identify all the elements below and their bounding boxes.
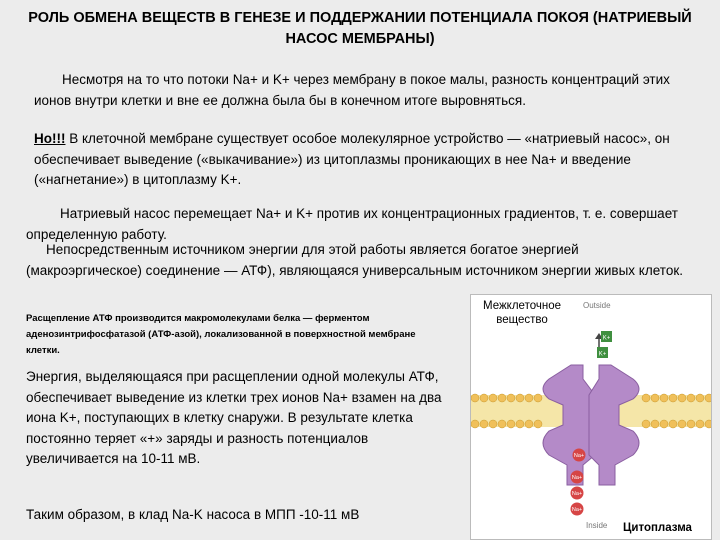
pump-illustration — [471, 295, 711, 539]
lipid-head — [480, 420, 488, 428]
lipid-head — [651, 420, 659, 428]
lipid-head — [498, 420, 506, 428]
svg-text:Na+: Na+ — [571, 491, 583, 497]
lipid-head — [687, 420, 695, 428]
paragraph-energy-source — [26, 240, 686, 281]
svg-text:K+: K+ — [602, 335, 611, 342]
lipid-head — [525, 420, 533, 428]
lipid-head — [669, 394, 677, 402]
na-ion-1 — [573, 449, 586, 462]
paragraph-pump — [34, 129, 694, 191]
svg-text:K+: K+ — [598, 351, 607, 358]
slide-title: РОЛЬ ОБМЕНА ВЕЩЕСТВ В ГЕНЕЗЕ И ПОДДЕРЖАНИИ ПОТЕНЦИАЛА ПОКОЯ (НАТРИЕВЫЙ НАСОС МЕМБРАНЫ) — [28, 10, 692, 47]
lipid-head — [471, 394, 479, 402]
atpase-note: Расщепление АТФ производится макромолекулами белка — ферментом аденозинтрифосфатазой (АТФ-азой), локализованной в поверхностной мембране клетки. — [26, 313, 416, 356]
na-ion-2 — [571, 471, 584, 484]
lipid-head — [507, 420, 515, 428]
lipid-head — [660, 420, 668, 428]
lipid-head — [480, 394, 488, 402]
svg-text:Na+: Na+ — [571, 475, 583, 481]
paragraph-gradient — [26, 204, 686, 245]
lipid-head — [687, 394, 695, 402]
lipid-head — [669, 420, 677, 428]
emphasis-but: Но!!! — [34, 131, 66, 146]
na-ion-3 — [571, 487, 584, 500]
svg-text:Na+: Na+ — [571, 507, 583, 513]
lipid-head — [642, 394, 650, 402]
paragraph-conclusion: Таким образом, в клад Na-K насоса в МПП -10-11 мВ — [26, 507, 360, 522]
paragraph-intro-text: Несмотря на то что потоки Na+ и K+ через мембрану в покое малы, разность концентраций этих ионов внутри клетки и вне ее должна была бы в конечном итоге выровняться. — [34, 72, 670, 108]
lipid-head — [525, 394, 533, 402]
svg-text:Na+: Na+ — [573, 453, 585, 459]
lipid-head — [534, 394, 542, 402]
paragraph-energy-source-text: Непосредственным источником энергии для этой работы является богатое энергией (макроэргическое) соединение — АТФ), являющаяся универсальным источником энергии живых клеток. — [26, 242, 683, 278]
lipid-head — [534, 420, 542, 428]
paragraph-atp-energy: Энергия, выделяющаяся при расщеплении одной молекулы АТФ, обеспечивает выведение из клетки трех ионов Na+ взамен на два иона K+, поступающих в клетку снаружи. В результате клетка постоянно теряет «+» заряды и разность потенциалов увеличивается на 10-11 мВ. — [26, 369, 442, 466]
k-ion-2 — [597, 347, 608, 358]
outside-label: Outside — [583, 301, 611, 310]
sodium-pump-diagram — [470, 294, 712, 540]
lipid-head — [678, 420, 686, 428]
intercellular-label: Межклеточное вещество — [483, 300, 561, 326]
lipid-head — [489, 394, 497, 402]
lipid-head — [498, 394, 506, 402]
lipid-head — [507, 394, 515, 402]
paragraph-intro — [34, 70, 694, 111]
k-ion-1 — [601, 331, 612, 342]
lipid-head — [471, 420, 479, 428]
cytoplasm-label: Цитоплазма — [623, 522, 692, 534]
lipid-head — [516, 394, 524, 402]
paragraph-pump-text: В клеточной мембране существует особое молекулярное устройство — «натриевый насос», он обеспечивает выведение («выкачивание») из цитоплазмы проникающих в нее Na+ и введение («нагнетание») в цитоплазму K+. — [34, 131, 670, 187]
lipid-head — [489, 420, 497, 428]
lipid-head — [705, 420, 711, 428]
lipid-head — [678, 394, 686, 402]
paragraph-gradient-text: Натриевый насос перемещает Na+ и K+ против их концентрационных градиентов, т. е. совершает определенную работу. — [26, 206, 678, 242]
lipid-head — [516, 420, 524, 428]
lipid-head — [642, 420, 650, 428]
na-ion-4 — [571, 503, 584, 516]
inside-label: Inside — [586, 521, 608, 530]
lipid-head — [696, 394, 704, 402]
lipid-head — [705, 394, 711, 402]
lipid-head — [660, 394, 668, 402]
lipid-head — [651, 394, 659, 402]
lipid-head — [696, 420, 704, 428]
